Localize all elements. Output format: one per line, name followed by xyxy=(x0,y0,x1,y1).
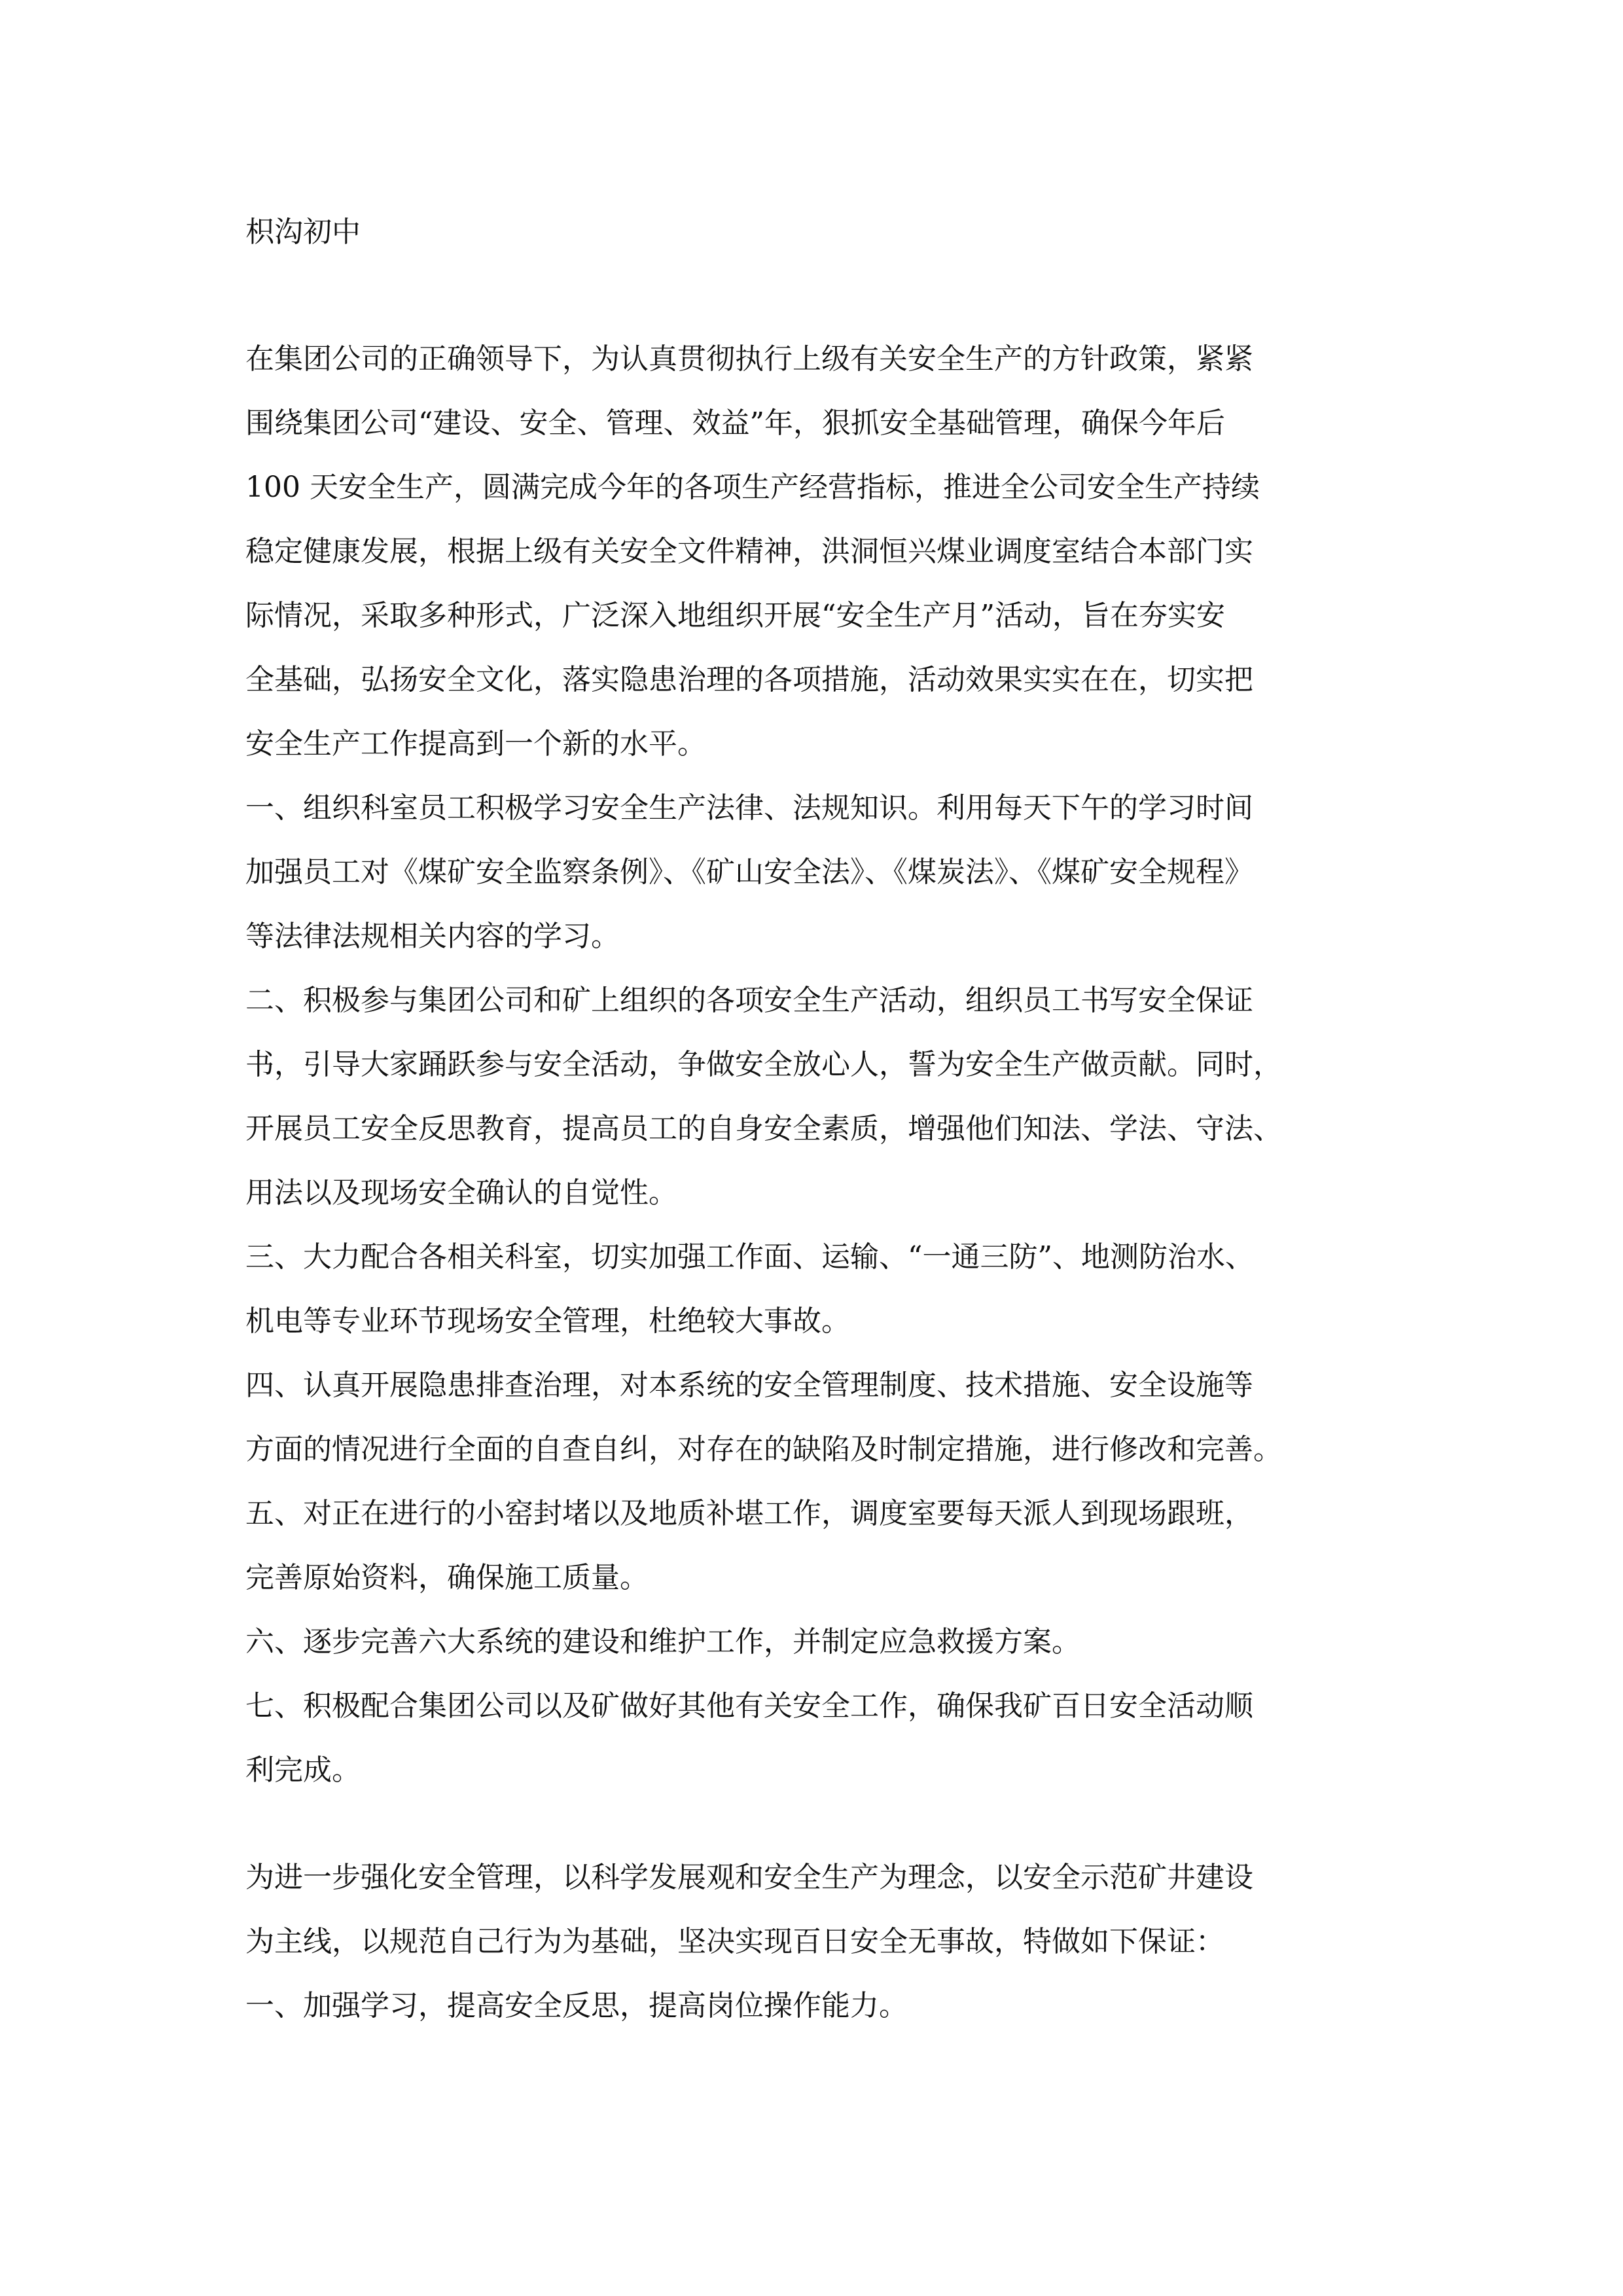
list-item-line: 开展员工安全反思教育，提高员工的自身安全素质，增强他们知法、学法、守法、 xyxy=(245,1112,1282,1145)
pledge-section xyxy=(245,1846,1397,2038)
list-item-line: 加强员工对《煤矿安全监察条例》、《矿山安全法》、《煤炭法》、《煤矿安全规程》 xyxy=(245,855,1253,889)
list-item-line: 一、组织科室员工积极学习安全生产法律、法规知识。利用每天下午的学习时间 xyxy=(245,791,1253,825)
paragraph-line: 为进一步强化安全管理，以科学发展观和安全生产为理念，以安全示范矿井建设 xyxy=(245,1861,1253,1894)
list-item-line: 方面的情况进行全面的自查自纠，对存在的缺陷及时制定措施，进行修改和完善。 xyxy=(245,1433,1282,1466)
document-header: 枳沟初中 xyxy=(245,215,361,249)
list-item-line: 完善原始资料，确保施工质量。 xyxy=(245,1561,649,1594)
list-item-line: 二、积极参与集团公司和矿上组织的各项安全生产活动，组织员工书写安全保证 xyxy=(245,984,1253,1017)
list-item-line: 七、积极配合集团公司以及矿做好其他有关安全工作，确保我矿百日安全活动顺 xyxy=(245,1689,1253,1723)
paragraph-line: 际情况，采取多种形式，广泛深入地组织开展“安全生产月”活动，旨在夯实安 xyxy=(245,599,1225,632)
list-item-line: 六、逐步完善六大系统的建设和维护工作，并制定应急救援方案。 xyxy=(245,1625,1080,1659)
paragraph-line: 安全生产工作提高到一个新的水平。 xyxy=(245,727,706,761)
paragraph-line: 100 天安全生产，圆满完成今年的各项生产经营指标，推进全公司安全生产持续 xyxy=(245,471,1260,504)
paragraph-line: 在集团公司的正确领导下，为认真贯彻执行上级有关安全生产的方针政策，紧紧 xyxy=(245,342,1253,376)
list-item-line: 用法以及现场安全确认的自觉性。 xyxy=(245,1176,677,1210)
main-section xyxy=(245,327,1397,1803)
paragraph-line: 全基础，弘扬安全文化，落实隐患治理的各项措施，活动效果实实在在，切实把 xyxy=(245,663,1253,696)
list-item-line: 等法律法规相关内容的学习。 xyxy=(245,920,620,953)
paragraph-line: 围绕集团公司“建设、安全、管理、效益”年，狠抓安全基础管理，确保今年后 xyxy=(245,406,1225,440)
list-item-line: 一、加强学习，提高安全反思，提高岗位操作能力。 xyxy=(245,1989,908,2022)
list-item-line: 书，引导大家踊跃参与安全活动，争做安全放心人，誓为安全生产做贡献。同时， xyxy=(245,1048,1282,1081)
paragraph-line: 为主线，以规范自己行为为基础，坚决实现百日安全无事故，特做如下保证： xyxy=(245,1925,1224,1958)
list-item-line: 四、认真开展隐患排查治理，对本系统的安全管理制度、技术措施、安全设施等 xyxy=(245,1369,1253,1402)
paragraph-line: 稳定健康发展，根据上级有关安全文件精神，洪洞恒兴煤业调度室结合本部门实 xyxy=(245,535,1253,568)
list-item-line: 机电等专业环节现场安全管理，杜绝较大事故。 xyxy=(245,1304,850,1338)
list-item-line: 五、对正在进行的小窑封堵以及地质补堪工作，调度室要每天派人到现场跟班， xyxy=(245,1497,1253,1530)
list-item-line: 利完成。 xyxy=(245,1753,361,1787)
list-item-line: 三、大力配合各相关科室，切实加强工作面、运输、“一通三防”、地测防治水、 xyxy=(245,1240,1254,1274)
